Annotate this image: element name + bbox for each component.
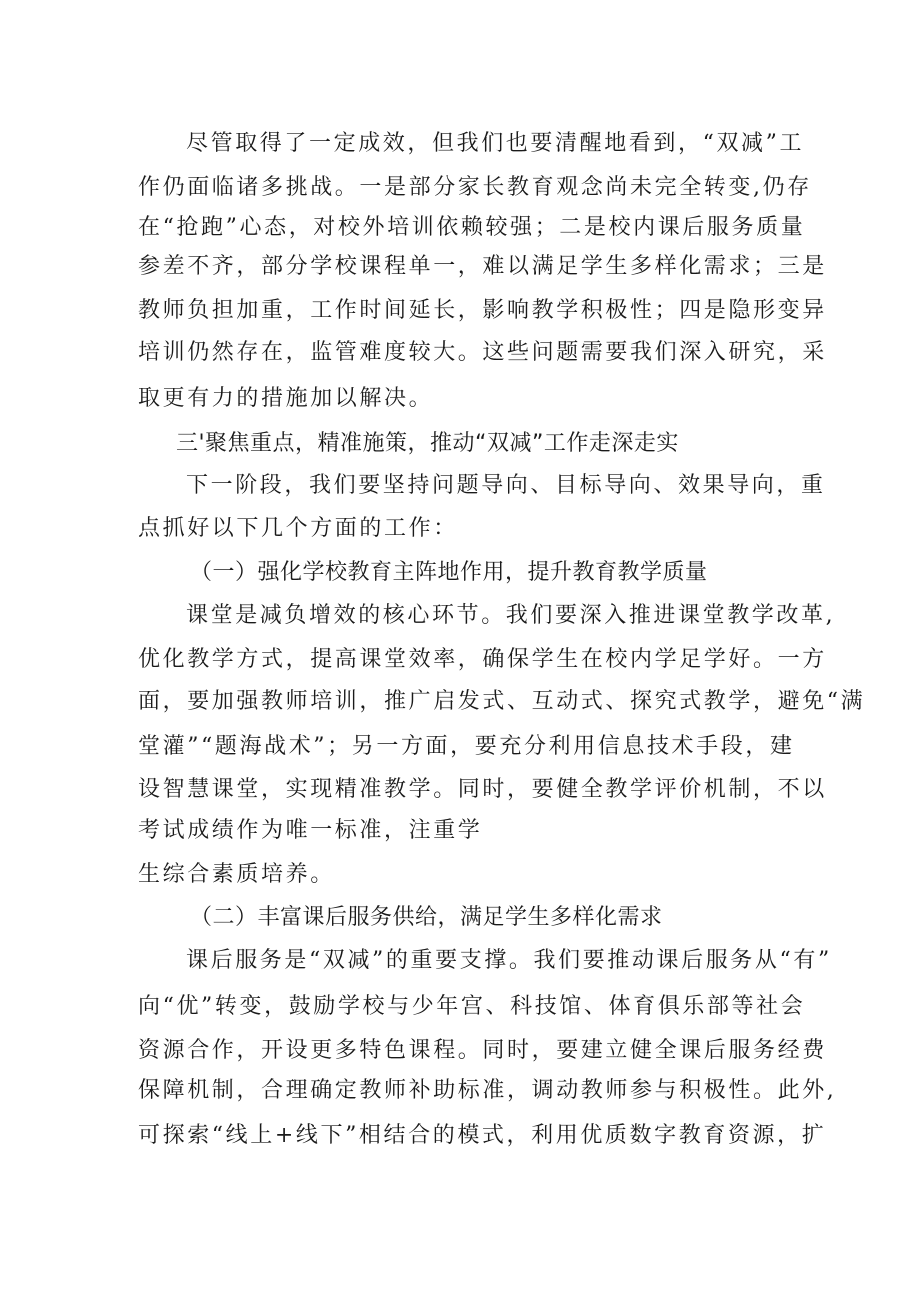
paragraph-line: 堂灌”“题海战术”；另一方面，要充分利用信息技术手段，建 (138, 734, 795, 759)
paragraph-line: 资源合作，开设更多特色课程。同时，要建立健全课后服务经费 (138, 1038, 827, 1063)
paragraph-line: 向“优”转变，鼓励学校与少年宫、科技馆、体育俱乐部等社会 (138, 994, 806, 1019)
paragraph-line: 参差不齐，部分学校课程单一，难以满足学生多样化需求；三是 (138, 254, 827, 279)
paragraph-line: 教师负担加重，工作时间延长，影响教学积极性；四是隐形变异 (138, 298, 827, 323)
paragraph-line: 可探索“线上+线下”相结合的模式，利用优质数字教育资源，扩 (138, 1123, 827, 1148)
paragraph-line: 优化教学方式，提高课堂效率，确保学生在校内学足学好。一方 (138, 647, 827, 672)
paragraph-line: 生综合素质培养。 (138, 862, 335, 887)
paragraph-line: 取更有力的措施加以解决。 (138, 386, 434, 411)
paragraph-line: 培训仍然存在，监管难度较大。这些问题需要我们深入研究，采 (138, 340, 827, 365)
paragraph-line: 课堂是减负增效的核心环节。我们要深入推进课堂教学改革, (186, 603, 836, 628)
paragraph-line: 保障机制，合理确定教师补助标准，调动教师参与积极性。此外, (138, 1078, 837, 1103)
subsection-heading: （二）丰富课后服务供给，满足学生多样化需求 (190, 905, 663, 930)
section-heading: 三'聚焦重点，精准施策，推动“双减”工作走深走实 (176, 431, 679, 456)
paragraph-line: 在“抢跑”心态，对校外培训依赖较强；二是校内课后服务质量 (138, 215, 806, 240)
paragraph-line: 课后服务是“双减”的重要支撑。我们要推动课后服务从“有” (186, 948, 832, 973)
paragraph-line: 点抓好以下几个方面的工作： (138, 516, 458, 541)
paragraph-line: 作仍面临诸多挑战。一是部分家长教育观念尚未完全转变,仍存 (138, 175, 812, 200)
paragraph-line: 设智慧课堂，实现精准教学。同时，要健全教学评价机制，不以 (138, 777, 827, 802)
paragraph-line: 面，要加强教师培训，推广启发式、互动式、探究式教学，避免“满 (138, 689, 866, 714)
subsection-heading: （一）强化学校教育主阵地作用，提升教育教学质量 (190, 560, 708, 585)
paragraph-line: 下一阶段，我们要坚持问题导向、目标导向、效果导向，重 (186, 473, 826, 498)
paragraph-line: 考试成绩作为唯一标准，注重学 (138, 818, 483, 843)
paragraph-line: 尽管取得了一定成效，但我们也要清醒地看到，“双减”工 (186, 131, 805, 156)
